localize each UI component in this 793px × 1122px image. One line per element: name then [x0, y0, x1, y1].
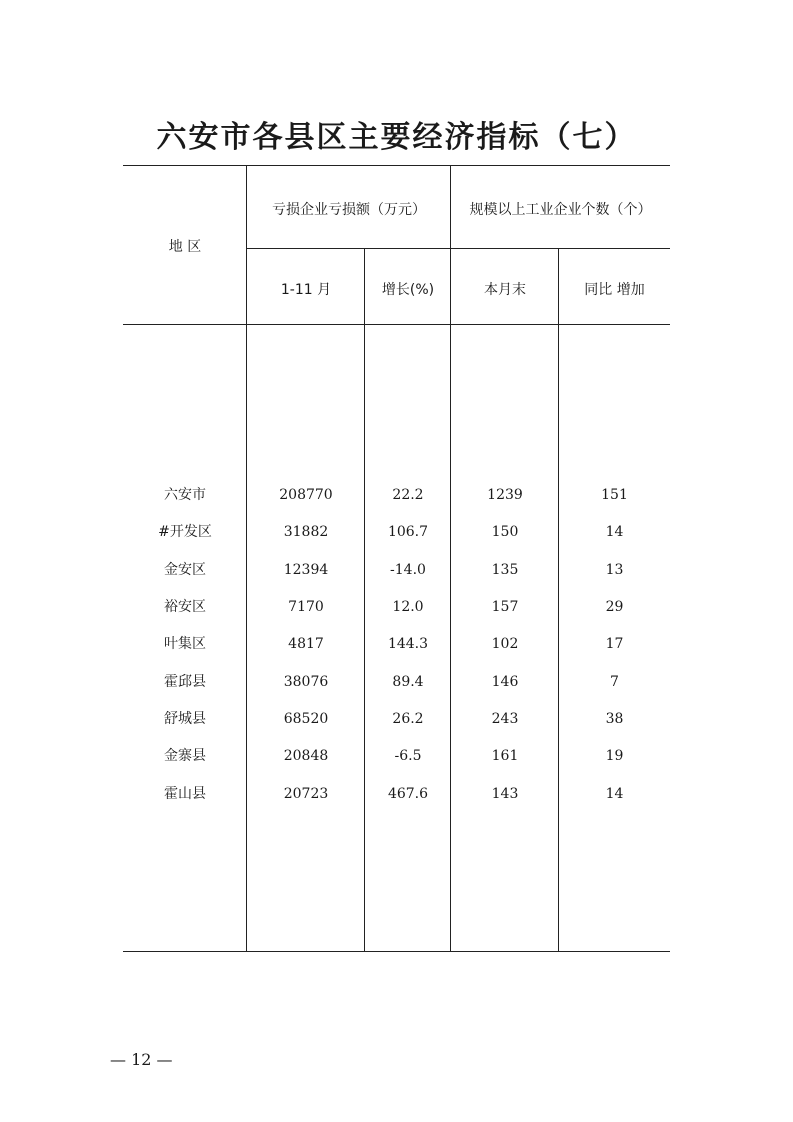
growth-value: 26.2 [392, 711, 424, 727]
increase-value: 38 [605, 711, 624, 727]
increase-value: 151 [601, 487, 628, 503]
loss-value: 208770 [279, 487, 333, 503]
increase-value: 7 [610, 674, 619, 690]
count-value: 150 [491, 524, 519, 540]
growth-value: 89.4 [392, 674, 424, 690]
loss-value: 20723 [283, 786, 329, 802]
increase-value: 13 [605, 562, 624, 578]
increase-value: 19 [605, 748, 624, 764]
count-value: 161 [491, 748, 519, 764]
region-name: 裕安区 [164, 599, 206, 615]
header-growth: 增长(%) [381, 282, 435, 298]
growth-value: 106.7 [387, 524, 429, 540]
region-name: 六安市 [164, 487, 206, 503]
growth-value: -14.0 [390, 562, 426, 578]
increase-value: 29 [605, 599, 624, 615]
region-name: 金安区 [164, 562, 206, 578]
growth-value: 22.2 [392, 487, 424, 503]
count-value: 102 [491, 636, 519, 652]
header-loss-group: 亏损企业亏损额（万元） [272, 202, 426, 218]
growth-value: 467.6 [387, 786, 429, 802]
loss-value: 31882 [283, 524, 329, 540]
loss-value: 7170 [288, 599, 324, 615]
increase-value: 14 [605, 786, 624, 802]
region-name: 金寨县 [164, 748, 206, 764]
growth-value: 12.0 [392, 599, 424, 615]
header-yoy-increase: 同比 增加 [584, 282, 645, 298]
region-name: 舒城县 [164, 711, 206, 727]
header-month-end: 本月末 [484, 282, 526, 298]
header-months: 1-11 月 [280, 282, 332, 298]
header-region: 地 区 [168, 239, 202, 255]
region-name: 霍山县 [164, 786, 206, 802]
count-value: 146 [491, 674, 519, 690]
loss-value: 20848 [283, 748, 329, 764]
count-value: 243 [491, 711, 519, 727]
page-number: — 12 — [110, 1050, 173, 1069]
header-enterprise-group: 规模以上工业企业个数（个） [469, 202, 652, 218]
loss-value: 12394 [283, 562, 329, 578]
table-top-border [123, 165, 670, 166]
increase-value: 14 [605, 524, 624, 540]
growth-value: -6.5 [394, 748, 422, 764]
region-name: #开发区 [158, 524, 212, 540]
region-name: 叶集区 [164, 636, 206, 652]
header-divider [247, 248, 670, 249]
table-bottom-border [123, 951, 670, 952]
page-title: 六安市各县区主要经济指标（七） [156, 120, 637, 155]
growth-value: 144.3 [387, 636, 429, 652]
count-value: 157 [491, 599, 519, 615]
count-value: 135 [491, 562, 519, 578]
loss-value: 4817 [288, 636, 324, 652]
header-bottom-border [123, 324, 670, 325]
count-value: 1239 [487, 487, 523, 503]
loss-value: 38076 [283, 674, 329, 690]
loss-value: 68520 [283, 711, 329, 727]
count-value: 143 [491, 786, 519, 802]
increase-value: 17 [605, 636, 624, 652]
region-name: 霍邱县 [164, 674, 206, 690]
